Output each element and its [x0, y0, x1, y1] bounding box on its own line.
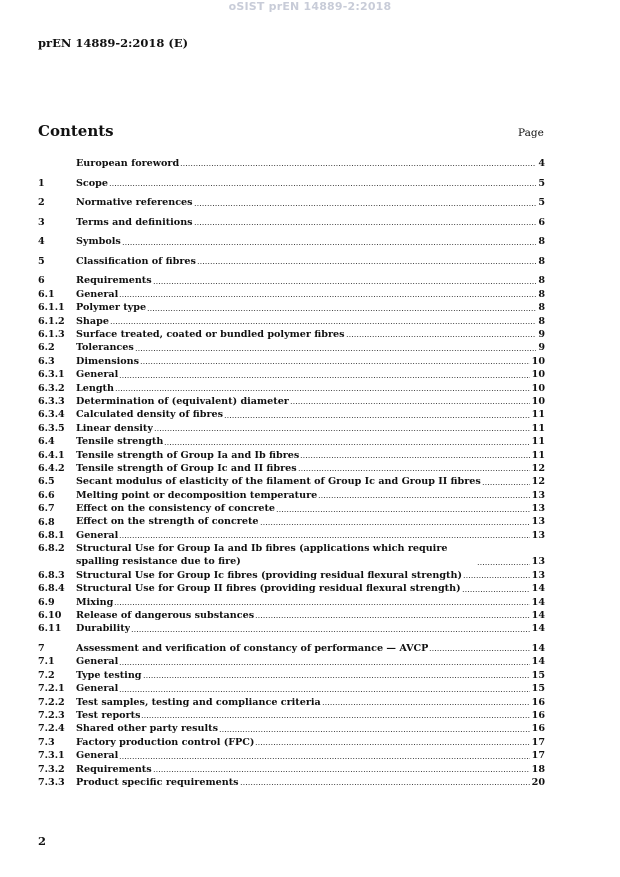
toc-entry[interactable] — [38, 542, 545, 569]
toc-entry[interactable] — [38, 776, 545, 789]
toc-entry-title: Calculated density of fibres — [76, 409, 224, 421]
toc-dot-leader — [140, 355, 530, 365]
toc-dot-leader — [119, 369, 529, 379]
toc-entry[interactable] — [38, 341, 545, 354]
toc-entry-title: Polymer type — [76, 302, 147, 314]
document-id: prEN 14889-2:2018 (E) — [38, 36, 189, 50]
toc-entry-number: 7.3.2 — [38, 763, 65, 775]
toc-entry-number: 6.3.1 — [38, 369, 65, 381]
toc-entry-title: Determination of (equivalent) diameter — [76, 395, 289, 407]
toc-entry-number: 3 — [38, 216, 45, 228]
toc-entry-title: General — [76, 683, 119, 695]
toc-entry[interactable] — [38, 449, 545, 462]
toc-dot-leader — [219, 723, 530, 733]
toc-entry[interactable] — [38, 722, 545, 735]
toc-entry[interactable] — [38, 462, 545, 475]
toc-entry-page: 16 — [531, 709, 545, 721]
toc-entry-number: 6.9 — [38, 596, 55, 608]
toc-entry-number: 6.1.1 — [38, 302, 65, 314]
toc-entry-title: European foreword — [76, 157, 180, 169]
toc-entry-page: 20 — [531, 776, 545, 788]
toc-entry-title: Type testing — [76, 669, 142, 681]
toc-entry[interactable] — [38, 709, 545, 722]
toc-entry-page: 17 — [531, 736, 545, 748]
toc-entry-number: 7.2.1 — [38, 683, 65, 695]
toc-entry-title: Structural Use for Group Ic fibres (providing residual flexural strength) — [76, 569, 462, 581]
toc-entry-number: 6.4.1 — [38, 449, 65, 461]
toc-entry-title: Release of dangerous substances — [76, 610, 255, 622]
toc-entry[interactable] — [38, 622, 545, 635]
toc-entry-page: 11 — [531, 409, 545, 421]
toc-entry-title: Symbols — [76, 236, 121, 248]
toc-entry-title: Shape — [76, 315, 109, 327]
toc-entry-page: 14 — [531, 583, 545, 595]
toc-entry-page: 10 — [531, 355, 545, 367]
toc-entry-page: 8 — [538, 288, 545, 300]
toc-entry-page: 11 — [531, 449, 545, 461]
toc-dot-leader — [154, 422, 530, 432]
toc-entry-page: 13 — [531, 503, 545, 515]
toc-entry-number: 6.10 — [38, 610, 62, 622]
toc-entry-number: 7.2.3 — [38, 709, 65, 721]
toc-entry[interactable] — [38, 196, 545, 209]
toc-entry[interactable] — [38, 235, 545, 248]
toc-entry[interactable] — [38, 288, 545, 301]
toc-dot-leader — [119, 750, 529, 760]
toc-entry-title: Scope — [76, 177, 108, 189]
toc-dot-leader — [153, 763, 530, 773]
toc-entry-page: 13 — [531, 489, 545, 501]
toc-dot-leader — [109, 177, 536, 187]
toc-entry-page: 14 — [531, 643, 545, 654]
toc-entry-number: 6.8.2 — [38, 543, 65, 555]
toc-dot-leader — [300, 449, 529, 459]
toc-dot-leader — [143, 669, 530, 679]
toc-dot-leader — [135, 342, 537, 352]
toc-entry[interactable] — [38, 609, 545, 622]
toc-entry-title: Test samples, testing and compliance criteria — [76, 696, 321, 708]
toc-dot-leader — [346, 328, 537, 338]
toc-entry-page: 12 — [531, 476, 545, 488]
toc-entry-number: 2 — [38, 197, 45, 209]
toc-entry-title: Classification of fibres — [76, 255, 196, 267]
toc-entry-title: Structural Use for Group Ia and Ib fibres (applications which require spalling resistance due to fire) — [76, 543, 448, 568]
toc-entry-page: 10 — [531, 369, 545, 381]
toc-entry-page: 13 — [531, 556, 545, 568]
toc-entry[interactable] — [38, 157, 545, 170]
toc-entry[interactable] — [38, 696, 545, 709]
toc-entry-title: Tensile strength — [76, 436, 164, 448]
toc-entry[interactable] — [38, 328, 545, 341]
toc-entry-page: 15 — [531, 669, 545, 681]
toc-entry-title: Shared other party results — [76, 723, 218, 735]
toc-entry-number: 6.3 — [38, 355, 55, 367]
toc-entry[interactable] — [38, 475, 545, 488]
toc-dot-leader — [197, 255, 536, 265]
toc-entry-number: 7.3.1 — [38, 750, 65, 762]
toc-entry[interactable] — [38, 255, 545, 268]
toc-entry-title: Requirements — [76, 763, 152, 775]
toc-entry-number: 6.3.4 — [38, 409, 65, 421]
toc-entry[interactable] — [38, 274, 545, 287]
toc-entry-number: 6.3.3 — [38, 395, 65, 407]
toc-entry-page: 12 — [531, 462, 545, 474]
toc-entry[interactable] — [38, 177, 545, 190]
toc-entry-title: Secant modulus of elasticity of the filament of Group Ic and Group II fibres — [76, 476, 481, 488]
toc-entry-title: Tensile strength of Group Ia and Ib fibres — [76, 449, 300, 461]
toc-entry-title: Dimensions — [76, 355, 140, 367]
toc-entry-page: 4 — [538, 157, 545, 169]
toc-dot-leader — [119, 656, 529, 666]
toc-entry-title: Product specific requirements — [76, 776, 239, 788]
toc-entry-number: 6.7 — [38, 503, 55, 515]
toc-entry-page: 11 — [531, 436, 545, 448]
toc-entry-number: 6.1.2 — [38, 315, 65, 327]
toc-entry[interactable] — [38, 763, 545, 776]
toc-dot-leader — [240, 776, 530, 786]
toc-entry[interactable] — [38, 529, 545, 542]
toc-entry-page: 11 — [531, 422, 545, 434]
toc-dot-leader — [224, 409, 530, 419]
toc-entry[interactable] — [38, 516, 545, 529]
toc-entry-number: 6.11 — [38, 623, 62, 635]
toc-dot-leader — [255, 609, 530, 619]
toc-entry-page: 8 — [538, 236, 545, 248]
toc-dot-leader — [119, 683, 529, 693]
toc-entry-number: 7.3.3 — [38, 776, 65, 788]
toc-entry-page: 17 — [531, 750, 545, 762]
toc-dot-leader — [463, 569, 530, 579]
toc-entry[interactable] — [38, 669, 545, 682]
toc-entry-number: 6 — [38, 275, 45, 287]
toc-entry[interactable] — [38, 422, 545, 435]
toc-entry-number: 6.3.5 — [38, 422, 65, 434]
toc-dot-leader — [119, 529, 529, 539]
toc-dot-leader — [122, 236, 537, 246]
toc-entry-title: Surface treated, coated or bundled polymer fibres — [76, 329, 345, 341]
toc-entry-title: Mixing — [76, 596, 114, 608]
toc-entry-page: 14 — [531, 623, 545, 635]
toc-dot-leader — [194, 216, 537, 226]
toc-entry[interactable] — [38, 382, 545, 395]
toc-dot-leader — [147, 302, 536, 312]
toc-entry-number: 7.2 — [38, 669, 55, 681]
toc-entry-title: Assessment and verification of constancy of performance — AVCP — [76, 643, 429, 654]
toc-entry[interactable] — [38, 655, 545, 668]
toc-entry[interactable] — [38, 216, 545, 229]
toc-entry-page: 8 — [538, 275, 545, 287]
toc-dot-leader — [462, 583, 530, 593]
toc-entry-number: 6.8.3 — [38, 569, 65, 581]
toc-entry[interactable] — [38, 408, 545, 421]
toc-entry-title: General — [76, 369, 119, 381]
toc-entry-title: Terms and definitions — [76, 216, 193, 228]
toc-entry-page: 9 — [538, 342, 545, 354]
toc-dot-leader — [115, 382, 530, 392]
toc-entry-title: Linear density — [76, 422, 153, 434]
toc-entry[interactable] — [38, 682, 545, 695]
toc-entry[interactable] — [38, 301, 545, 314]
toc-entry[interactable] — [38, 642, 545, 655]
toc-entry-page: 9 — [538, 329, 545, 341]
toc-entry-title: Length — [76, 382, 114, 394]
toc-entry[interactable] — [38, 502, 545, 515]
page-column-label: Page — [518, 127, 544, 139]
toc-dot-leader — [164, 436, 529, 446]
toc-dot-leader — [290, 395, 530, 405]
toc-entry-title: Normative references — [76, 197, 193, 209]
toc-entry-page: 14 — [531, 610, 545, 622]
toc-entry-page: 5 — [538, 197, 545, 209]
toc-entry-title: Requirements — [76, 275, 152, 287]
toc-entry-page: 5 — [538, 177, 545, 189]
toc-entry[interactable] — [38, 736, 545, 749]
toc-dot-leader — [119, 288, 536, 298]
toc-entry-title: General — [76, 750, 119, 762]
toc-entry-number: 1 — [38, 177, 45, 189]
toc-entry-number: 7.2.4 — [38, 723, 65, 735]
toc-entry-page: 8 — [538, 255, 545, 267]
toc-entry[interactable] — [38, 749, 545, 762]
toc-dot-leader — [429, 642, 529, 652]
toc-entry-page: 13 — [531, 569, 545, 581]
toc-dot-leader — [298, 462, 530, 472]
toc-entry[interactable] — [38, 489, 545, 502]
toc-dot-leader — [477, 556, 530, 566]
toc-entry-title: General — [76, 529, 119, 541]
toc-entry-number: 6.8.4 — [38, 583, 65, 595]
toc-entry-title: Tensile strength of Group Ic and II fibres — [76, 462, 297, 474]
toc-entry-number: 6.6 — [38, 489, 55, 501]
toc-entry-number: 6.1 — [38, 288, 55, 300]
toc-entry-page: 10 — [531, 382, 545, 394]
toc-entry-number: 4 — [38, 236, 45, 248]
toc-entry-number: 6.5 — [38, 476, 55, 488]
toc-entry-title: Durability — [76, 623, 131, 635]
toc-entry-number: 7.1 — [38, 656, 55, 668]
toc-entry[interactable] — [38, 395, 545, 408]
toc-entry[interactable] — [38, 315, 545, 328]
toc-dot-leader — [260, 516, 530, 526]
watermark: oSIST prEN 14889-2:2018 — [228, 0, 392, 13]
contents-heading: Contents — [38, 122, 114, 140]
toc-dot-leader — [276, 503, 530, 513]
toc-entry[interactable] — [38, 582, 545, 595]
toc-dot-leader — [141, 709, 529, 719]
toc-entry-title: Melting point or decomposition temperature — [76, 489, 318, 501]
toc-entry-title: Factory production control (FPC) — [76, 736, 255, 748]
toc-dot-leader — [318, 489, 529, 499]
toc-entry-title: General — [76, 288, 119, 300]
toc-entry-page: 14 — [531, 656, 545, 668]
toc-entry-page: 16 — [531, 696, 545, 708]
toc-dot-leader — [153, 275, 537, 285]
toc-entry-number: 6.3.2 — [38, 382, 65, 394]
toc-entry-title: Structural Use for Group II fibres (providing residual flexural strength) — [76, 583, 461, 595]
toc-dot-leader — [131, 623, 529, 633]
toc-entry-page: 13 — [531, 516, 545, 528]
table-of-contents — [38, 157, 545, 789]
toc-entry-number: 7.3 — [38, 736, 55, 748]
toc-entry-page: 15 — [531, 683, 545, 695]
toc-entry-number: 5 — [38, 255, 45, 267]
toc-entry-number: 6.8 — [38, 516, 55, 528]
toc-entry[interactable] — [38, 435, 545, 448]
toc-entry-page: 14 — [531, 596, 545, 608]
toc-entry-title: Tolerances — [76, 342, 134, 354]
toc-entry-title: Effect on the consistency of concrete — [76, 503, 276, 515]
toc-entry-number: 6.1.3 — [38, 329, 65, 341]
toc-entry-page: 13 — [531, 529, 545, 541]
toc-entry-page: 8 — [538, 315, 545, 327]
toc-entry[interactable] — [38, 569, 545, 582]
toc-entry-number: 6.4.2 — [38, 462, 65, 474]
toc-entry-title: Test reports — [76, 709, 141, 721]
toc-entry-page: 8 — [538, 302, 545, 314]
page-number: 2 — [38, 834, 47, 848]
toc-dot-leader — [180, 157, 536, 167]
toc-entry[interactable] — [38, 596, 545, 609]
toc-dot-leader — [114, 596, 529, 606]
toc-entry-page: 18 — [531, 763, 545, 775]
toc-entry[interactable] — [38, 355, 545, 368]
toc-entry-title: Effect on the strength of concrete — [76, 516, 259, 528]
toc-dot-leader — [194, 197, 537, 207]
toc-dot-leader — [322, 696, 530, 706]
toc-dot-leader — [110, 315, 536, 325]
toc-entry-number: 6.4 — [38, 436, 55, 448]
toc-dot-leader — [482, 476, 530, 486]
toc-entry-page: 16 — [531, 723, 545, 735]
toc-dot-leader — [255, 736, 529, 746]
toc-entry-page: 10 — [531, 395, 545, 407]
toc-entry-number: 6.2 — [38, 342, 55, 354]
toc-entry-number: 7 — [38, 643, 45, 655]
toc-entry[interactable] — [38, 368, 545, 381]
toc-entry-number: 7.2.2 — [38, 696, 65, 708]
toc-entry-page: 6 — [538, 216, 545, 228]
toc-entry-title: General — [76, 656, 119, 668]
toc-entry-number: 6.8.1 — [38, 529, 65, 541]
